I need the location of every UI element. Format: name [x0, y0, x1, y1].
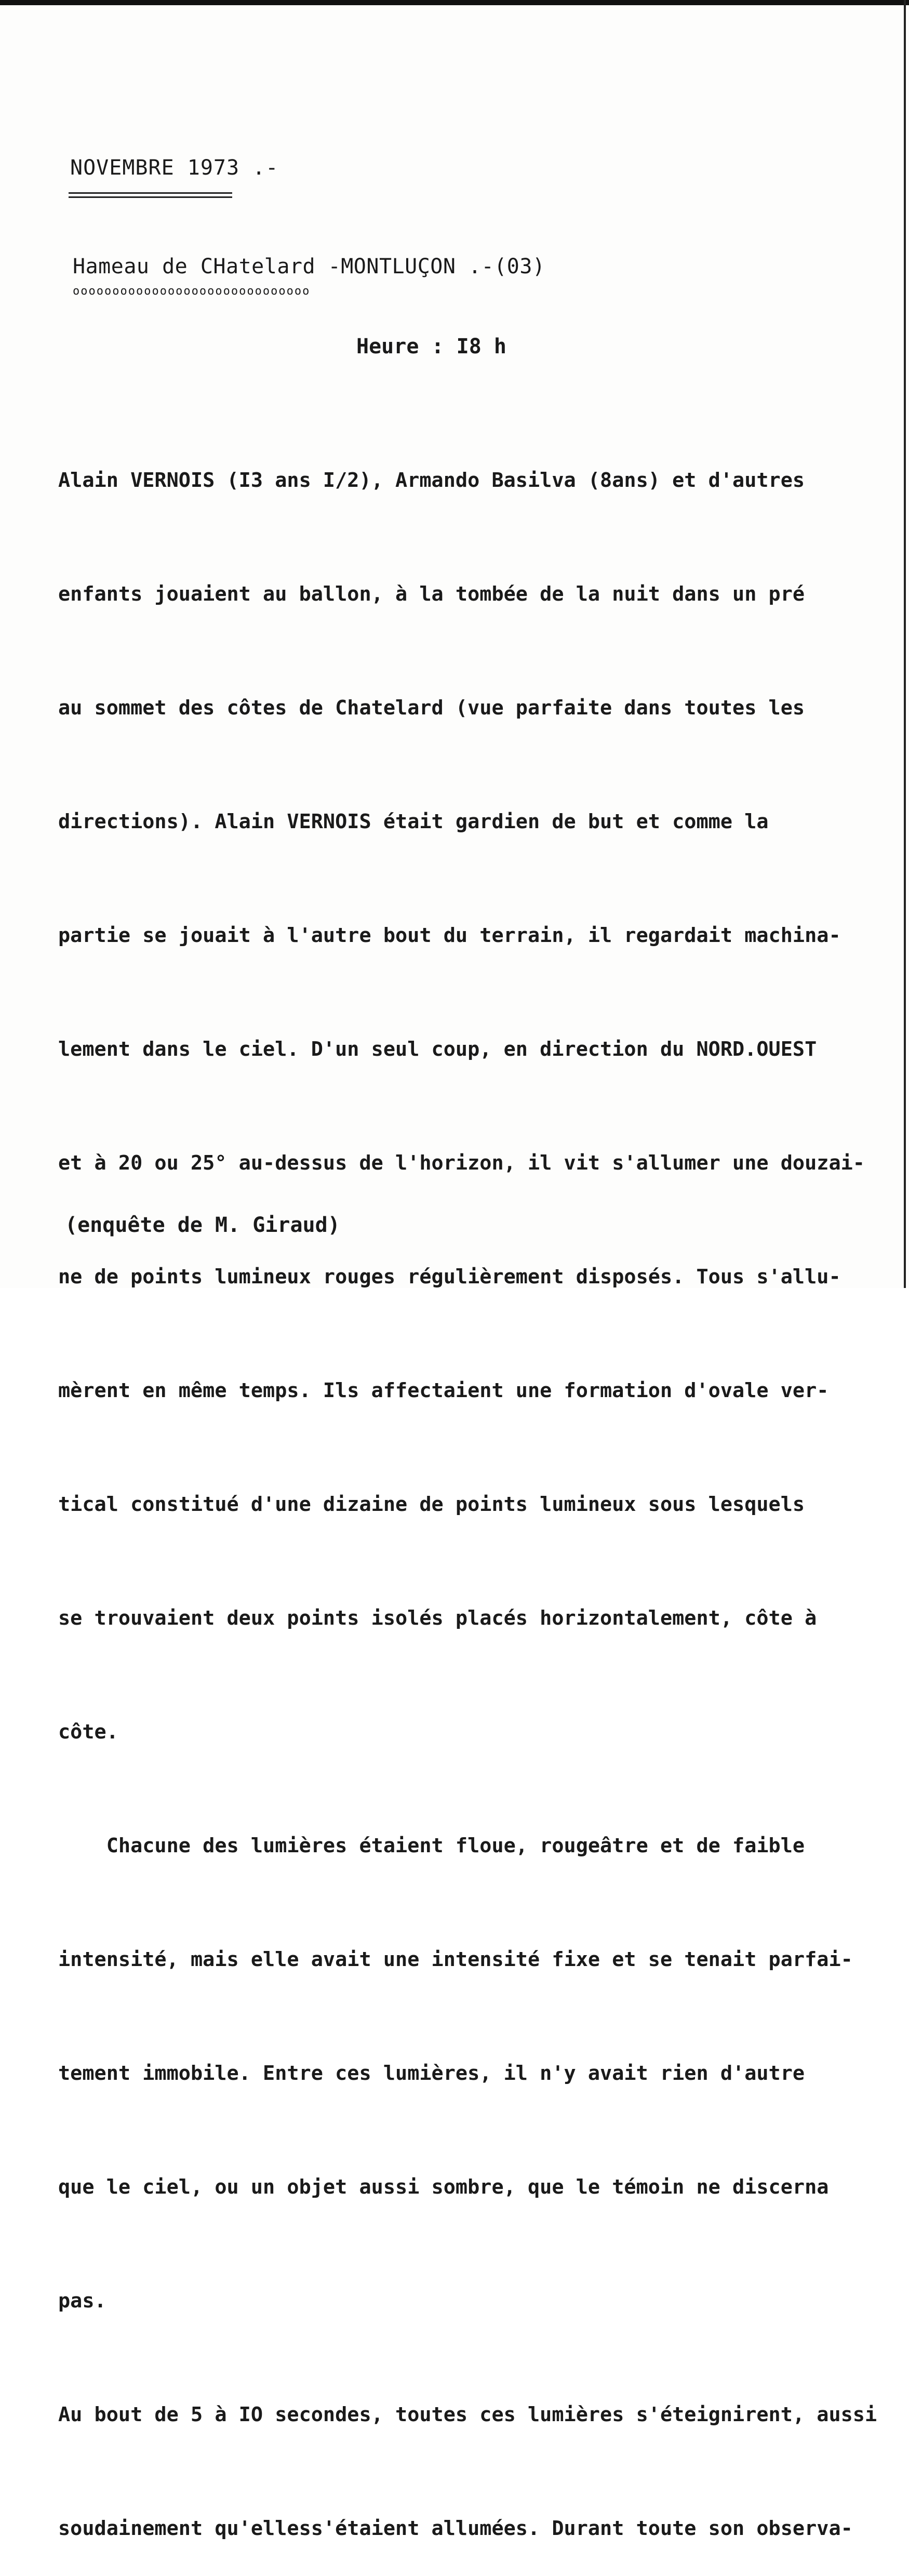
body-line: directions). Alain VERNOIS était gardien de but et comme la	[58, 810, 769, 833]
right-border-line	[904, 0, 906, 1288]
location-underline: oooooooooooooooooooooooooooooo	[73, 285, 311, 298]
body-line: se trouvaient deux points isolés placés horizontalement, côte à	[58, 1606, 817, 1630]
report-date: NOVEMBRE 1973 .-	[70, 156, 279, 180]
top-border-line	[0, 0, 909, 5]
body-line: Chacune des lumières étaient floue, rougeâtre et de faible	[58, 1834, 805, 1857]
body-line: enfants jouaient au ballon, à la tombée de la nuit dans un pré	[58, 582, 805, 606]
body-line: mèrent en même temps. Ils affectaient une formation d'ovale ver-	[58, 1379, 829, 1402]
body-line: Alain VERNOIS (I3 ans I/2), Armando Basilva (8ans) et d'autres	[58, 469, 805, 492]
body-line: côte.	[58, 1720, 118, 1744]
investigator-credit: (enquête de M. Giraud)	[65, 1213, 340, 1237]
report-body	[58, 386, 889, 2576]
body-line: tement immobile. Entre ces lumières, il n'y avait rien d'autre	[58, 2062, 805, 2085]
report-location: Hameau de CHatelard -MONTLUÇON .-(03)	[73, 255, 545, 278]
body-line: pas.	[58, 2289, 106, 2313]
body-line: soudainement qu'elless'étaient allumées. Durant toute son observa-	[58, 2517, 853, 2540]
body-line: que le ciel, ou un objet aussi sombre, que le témoin ne discerna	[58, 2175, 829, 2199]
body-line: tical constitué d'une dizaine de points lumineux sous lesquels	[58, 1493, 805, 1516]
body-line: Au bout de 5 à IO secondes, toutes ces lumières s'éteignirent, aussi	[58, 2403, 877, 2426]
body-line: ne de points lumineux rouges régulièrement disposés. Tous s'allu-	[58, 1265, 841, 1289]
body-line: et à 20 ou 25° au-dessus de l'horizon, il vit s'allumer une douzai-	[58, 1151, 865, 1175]
body-line: partie se jouait à l'autre bout du terrain, il regardait machina-	[58, 924, 841, 947]
body-line: au sommet des côtes de Chatelard (vue parfaite dans toutes les	[58, 696, 805, 720]
date-underline	[69, 192, 232, 198]
report-time: Heure : I8 h	[356, 335, 506, 358]
body-line: intensité, mais elle avait une intensité fixe et se tenait parfai-	[58, 1948, 853, 1971]
body-line: lement dans le ciel. D'un seul coup, en direction du NORD.OUEST	[58, 1038, 817, 1061]
